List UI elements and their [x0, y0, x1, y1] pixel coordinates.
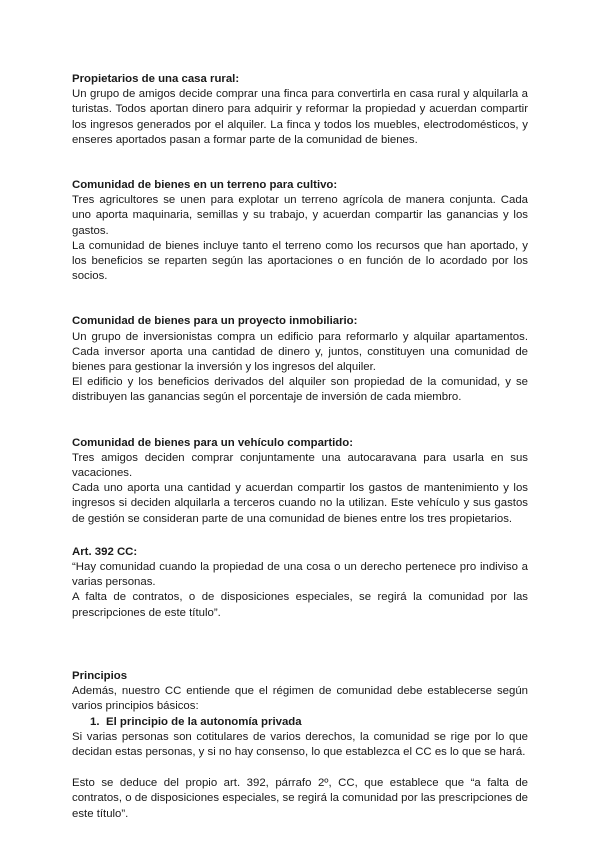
section-terreno-cultivo [72, 178, 528, 284]
section-principios [72, 669, 528, 822]
section-paragraph: Un grupo de inversionistas compra un edificio para reformarlo y alquilar apartamentos. Cada inversor aporta una cantidad de dinero y, juntos, constituyen una comunidad de bienes para gestionar la inversión y los ingresos del alquiler. [72, 330, 528, 374]
list-item-number: 1. [90, 715, 100, 728]
section-art-392 [72, 545, 528, 621]
section-heading: Comunidad de bienes para un vehículo compartido: [72, 436, 354, 449]
section-heading: Comunidad de bienes para un proyecto inmobiliario: [72, 315, 358, 328]
section-heading: Propietarios de una casa rural: [72, 73, 240, 85]
section-paragraph: El edificio y los beneficios derivados del alquiler son propiedad de la comunidad, y se distribuyen las ganancias según el porcentaje de inversión de cada miembro. [72, 376, 528, 404]
section-heading: Comunidad de bienes en un terreno para cultivo: [72, 179, 338, 192]
section-paragraph: Un grupo de amigos decide comprar una finca para convertirla en casa rural y alquilarla a turistas. Todos aportan dinero para adquirir y reformar la propiedad y acuerdan compartir los ingresos generados por el alquiler. La finca y todos los muebles, electrodomésticos, y enseres aportados pasan a formar parte de la comunidad de bienes. [72, 88, 528, 146]
list-item [72, 715, 528, 730]
section-proyecto-inmobiliario [72, 314, 528, 405]
principios-paragraph: Esto se deduce del propio art. 392, párrafo 2º, CC, que establece que “a falta de contratos, o de disposiciones especiales, se regirá la comunidad por las prescripciones de este título”. [72, 777, 528, 820]
principios-list [72, 715, 528, 730]
section-paragraph: La comunidad de bienes incluye tanto el terreno como los recursos que han aportado, y los beneficios se reparten según las aportaciones o en función de lo acordado por los socios. [72, 239, 528, 283]
quote-paragraph: A falta de contratos, o de disposiciones especiales, se regirá la comunidad por las prescripciones de este título”. [72, 591, 528, 619]
section-heading: Art. 392 CC: [72, 545, 138, 558]
principios-heading: Principios [72, 669, 128, 682]
section-paragraph: Cada uno aporta una cantidad y acuerdan compartir los gastos de mantenimiento y los ingresos si deciden alquilarla a terceros cuando no la utilizan. Este vehículo y sus gastos de gestión se consideran parte de una comunidad de bienes entre los tres propietarios. [72, 482, 528, 525]
section-casa-rural [72, 72, 528, 148]
principios-intro: Además, nuestro CC entiende que el régimen de comunidad debe establecerse según varios principios básicos: [72, 685, 528, 713]
section-paragraph: Tres amigos deciden comprar conjuntamente una autocaravana para usarla en sus vacaciones. [72, 451, 528, 480]
document-page [72, 72, 528, 822]
list-item-label: El principio de la autonomía privada [106, 715, 302, 728]
quote-paragraph: “Hay comunidad cuando la propiedad de una cosa o un derecho pertenece pro indiviso a varias personas. [72, 561, 528, 589]
section-vehiculo-compartido [72, 436, 528, 527]
principios-paragraph: Si varias personas son cotitulares de varios derechos, la comunidad se rige por lo que decidan estas personas, y si no hay consenso, lo que establezca el CC es lo que se hará. [72, 730, 528, 758]
section-paragraph: Tres agricultores se unen para explotar un terreno agrícola de manera conjunta. Cada uno aporta maquinaria, semillas y su trabajo, y acuerdan compartir las ganancias y los gastos. [72, 194, 528, 237]
